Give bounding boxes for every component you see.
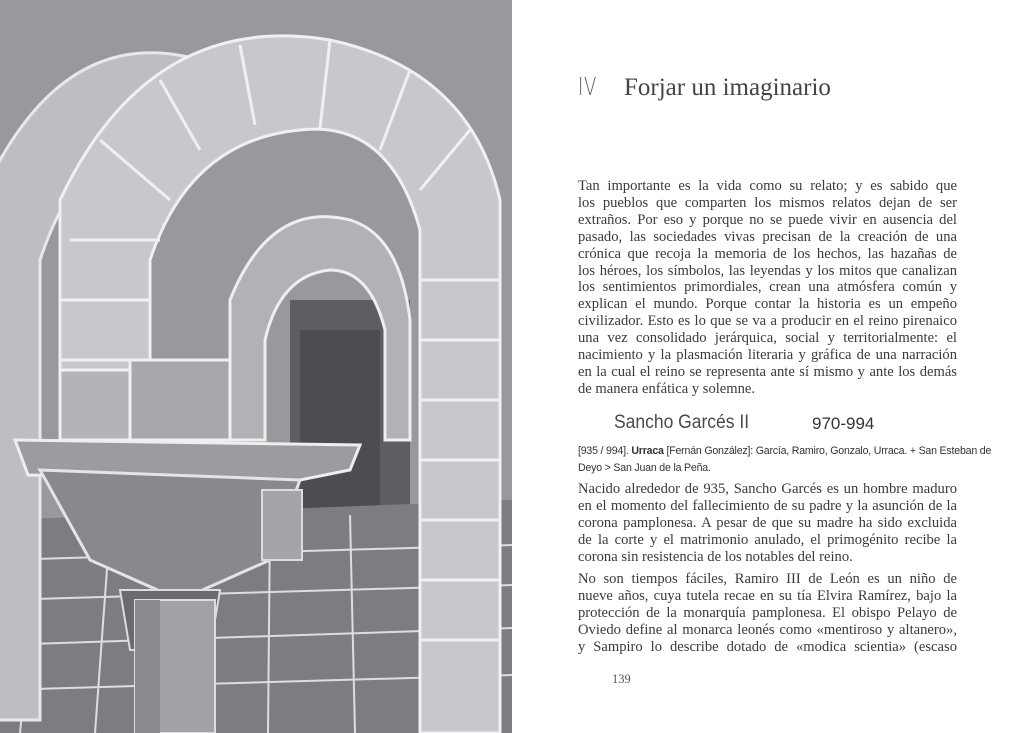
text-line: protección de la monarquía pamplonesa. El obispo Pelayo de: [578, 604, 957, 621]
text-line: de manera enfática y solemne.: [578, 380, 756, 397]
page-number: 139: [612, 672, 631, 686]
text-line: extraños. Por eso y porque no se puede vivir en ausencia del: [578, 211, 957, 228]
chapter-number: IV: [578, 72, 598, 101]
section-dates: 970-994: [812, 414, 875, 433]
chapter-heading: [578, 72, 831, 102]
text-line: explican el mundo. Porque contar la historia es un empeño: [578, 296, 957, 313]
text-line: los sentimientos primordiales, crean una atmósfera común y: [578, 279, 957, 296]
text-line: en la cual el reino se representa ante sí mismo y ante los demás: [578, 363, 957, 380]
text-line: nacimiento y la plasmación literaria y gráfica de una narración: [578, 347, 957, 364]
genealogy-line: Deyo > San Juan de la Peña.: [578, 462, 711, 474]
text-line: nueve años, cuya tutela recae en su tía Elvira Ramírez, bajo la: [578, 587, 957, 604]
text-line: corona sin resistencia de los notables del reino.: [578, 548, 853, 565]
text-line: Tan importante es la vida como su relato; y es sabido que: [578, 178, 957, 194]
spouse-name: Urraca: [631, 445, 664, 457]
section-name: Sancho Garcés II: [614, 412, 750, 433]
text-line: Oviedo define al monarca leonés como «mentiroso y altanero»,: [578, 621, 957, 638]
text-line: los héroes, los símbolos, las leyendas y los mitos que canalizan: [578, 262, 957, 279]
text-line: los pueblos que comparten los mismos relatos dejan de ser: [578, 194, 957, 211]
genealogy-line: [935 / 994]. Urraca [Fernán González]: García, Ramiro, Gonzalo, Urraca. + San Esteban de: [578, 445, 992, 457]
text-line: Nacido alrededor de 935, Sancho Garcés es un hombre maduro: [578, 481, 957, 497]
text-line: civilizador. Esto es lo que se va a producir en el reino pirenaico: [578, 313, 957, 330]
text-line: No son tiempos fáciles, Ramiro III de León es un niño de: [578, 571, 957, 587]
chapter-title: Forjar un imaginario: [624, 74, 831, 101]
text-line: en el momento del fallecimiento de su padre y la asunción de la: [578, 497, 957, 514]
text-line: de la corte y el matrimonio anulado, el primogénito recibe la: [578, 531, 957, 548]
text-line: crónica que recoja la memoria de los hechos, las hazañas de: [578, 245, 957, 262]
text-line: corona pamplonesa. A pesar de que su madre ha sido excluida: [578, 514, 957, 531]
text-line: pasado, las sociedades vivas precisan de la creación de una: [578, 228, 957, 245]
section-heading: [614, 412, 875, 434]
body-paragraph: [578, 481, 957, 566]
text-line: y Sampiro lo describe dotado de «modica scientia» (escaso: [578, 638, 957, 655]
body-paragraph: [578, 571, 957, 656]
text-line: una vez consolidado jerárquica, social y territorialmente: el: [578, 330, 957, 347]
intro-paragraph: [578, 178, 957, 398]
genealogy-note: [578, 443, 992, 477]
